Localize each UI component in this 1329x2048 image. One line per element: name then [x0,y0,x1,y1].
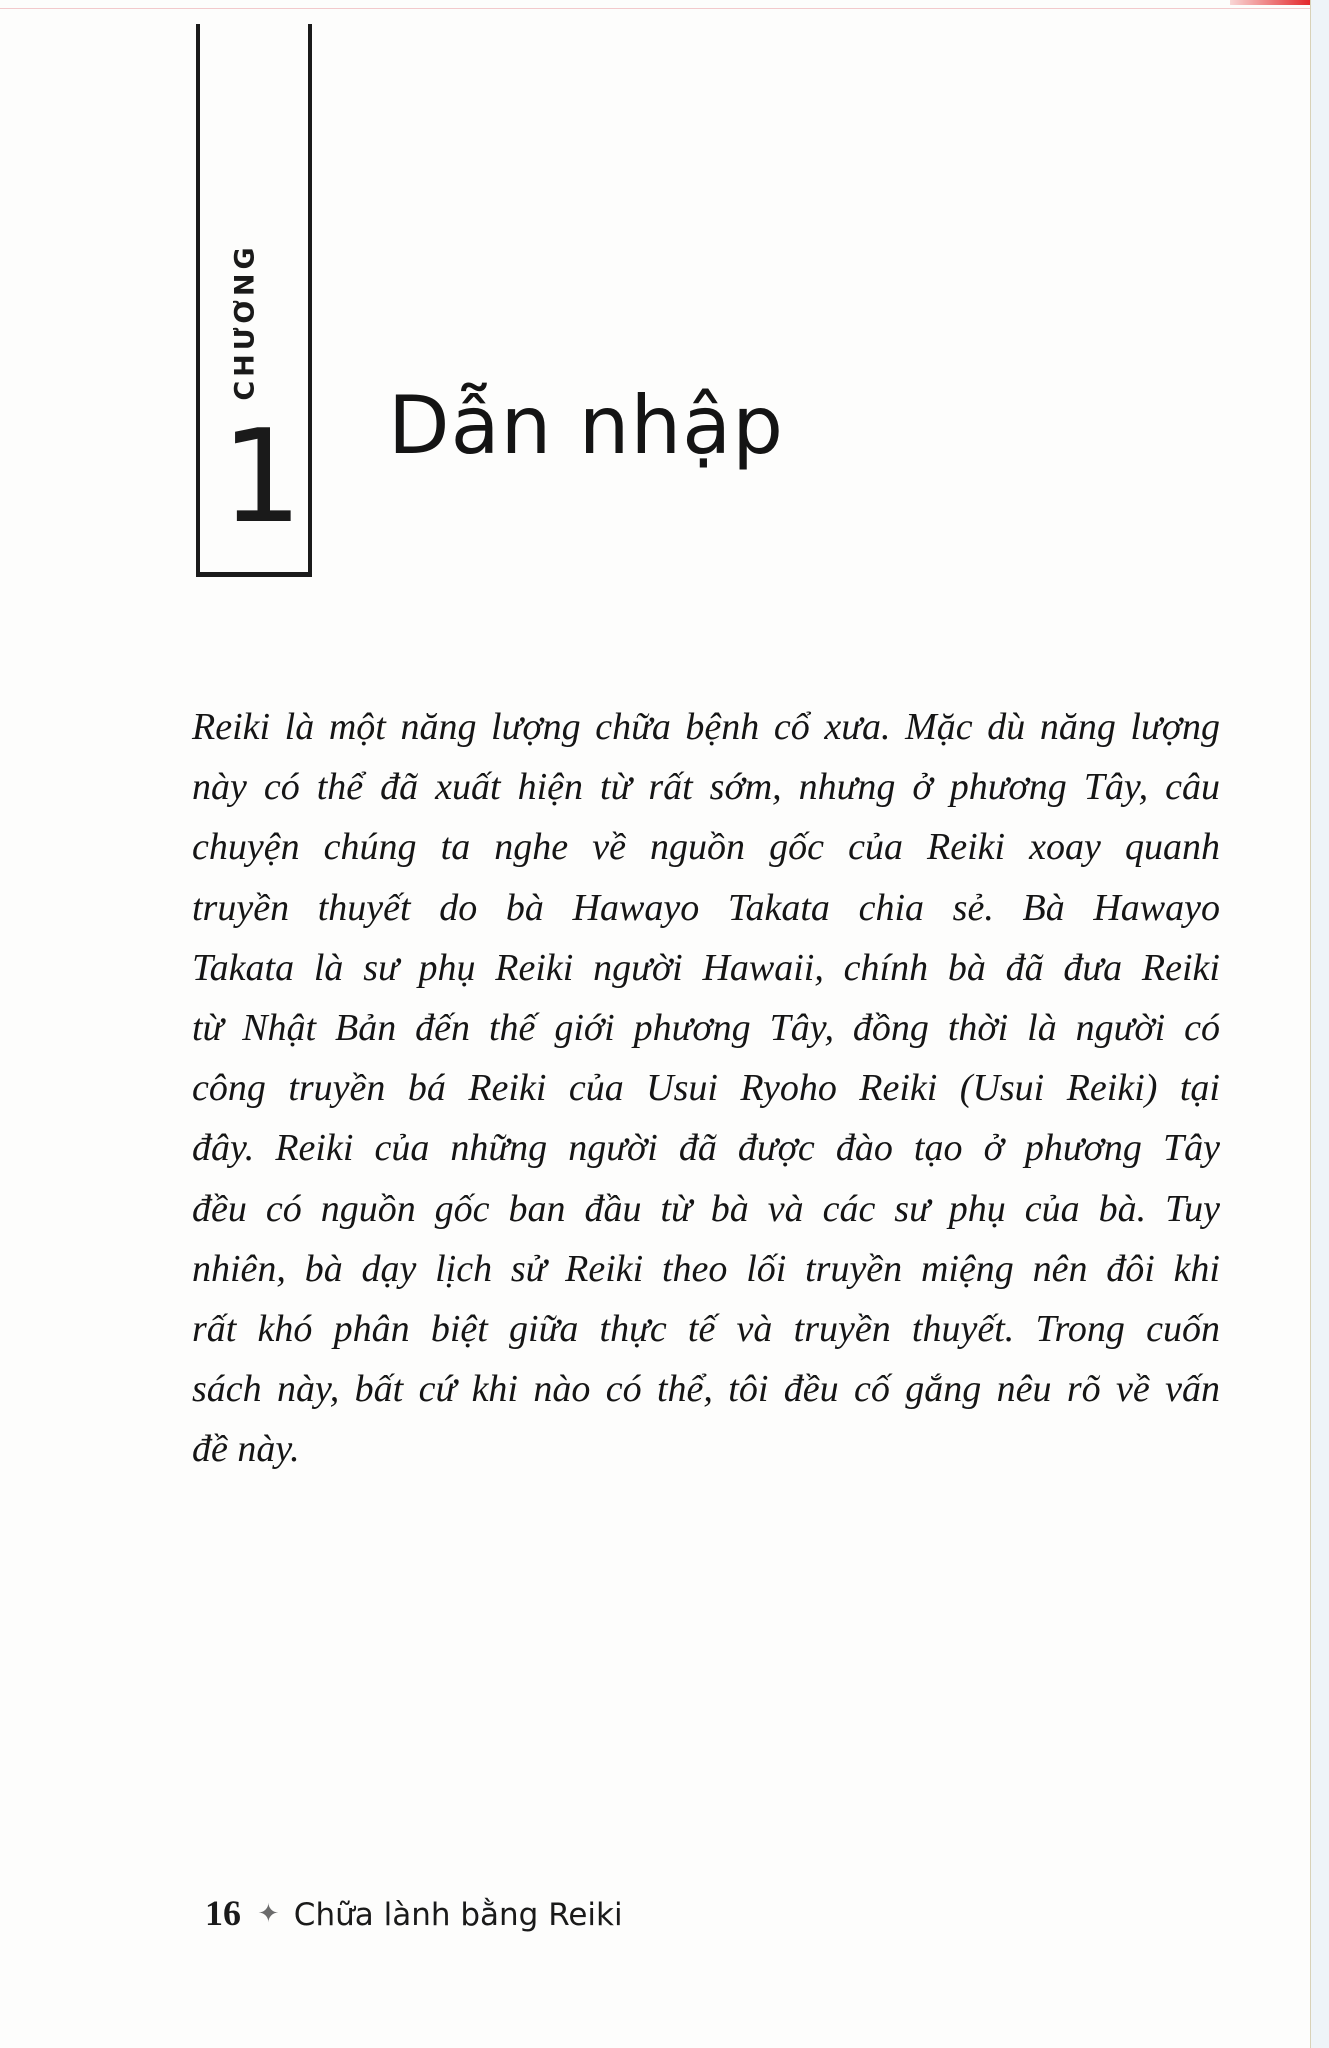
four-point-star-icon: ✦ [257,1899,280,1929]
top-edge-rule [0,8,1310,9]
chapter-number: 1 [221,403,303,552]
body-line: đều có nguồn gốc ban đầu từ bà và các sư phụ của bà. Tuy [192,1187,1220,1230]
body-line: Takata là sư phụ Reiki người Hawaii, chính bà đã đưa Reiki [192,946,1220,989]
chapter-label: CHƯƠNG [229,243,261,401]
body-line: Reiki là một năng lượng chữa bệnh cổ xưa. Mặc dù năng lượng [192,706,1220,748]
body-paragraph [192,697,1220,1479]
top-edge-red-mark [1230,0,1310,5]
body-line: này có thể đã xuất hiện từ rất sớm, nhưng ở phương Tây, câu [192,766,1220,809]
chapter-title: Dẫn nhập [388,379,784,472]
body-line: sách này, bất cứ khi nào có thể, tôi đều cố gắng nêu rõ về vấn [192,1368,1220,1411]
body-line: từ Nhật Bản đến thế giới phương Tây, đồng thời là người có [192,1006,1220,1049]
body-line: đề này. [192,1428,300,1471]
running-book-title: Chữa lành bằng Reiki [293,1897,623,1933]
body-line: truyền thuyết do bà Hawayo Takata chia sẻ. Bà Hawayo [192,886,1220,929]
page-footer [205,1893,623,1937]
body-line: chuyện chúng ta nghe về nguồn gốc của Reiki xoay quanh [192,826,1220,869]
body-line: nhiên, bà dạy lịch sử Reiki theo lối truyền miệng nên đôi khi [192,1247,1220,1290]
page-number: 16 [205,1893,241,1933]
body-line: đây. Reiki của những người đã được đào tạo ở phương Tây [192,1127,1220,1170]
body-line: công truyền bá Reiki của Usui Ryoho Reiki (Usui Reiki) tại [192,1067,1220,1110]
scan-margin-edge [1311,0,1329,2048]
body-line: rất khó phân biệt giữa thực tế và truyền thuyết. Trong cuốn [192,1307,1220,1350]
